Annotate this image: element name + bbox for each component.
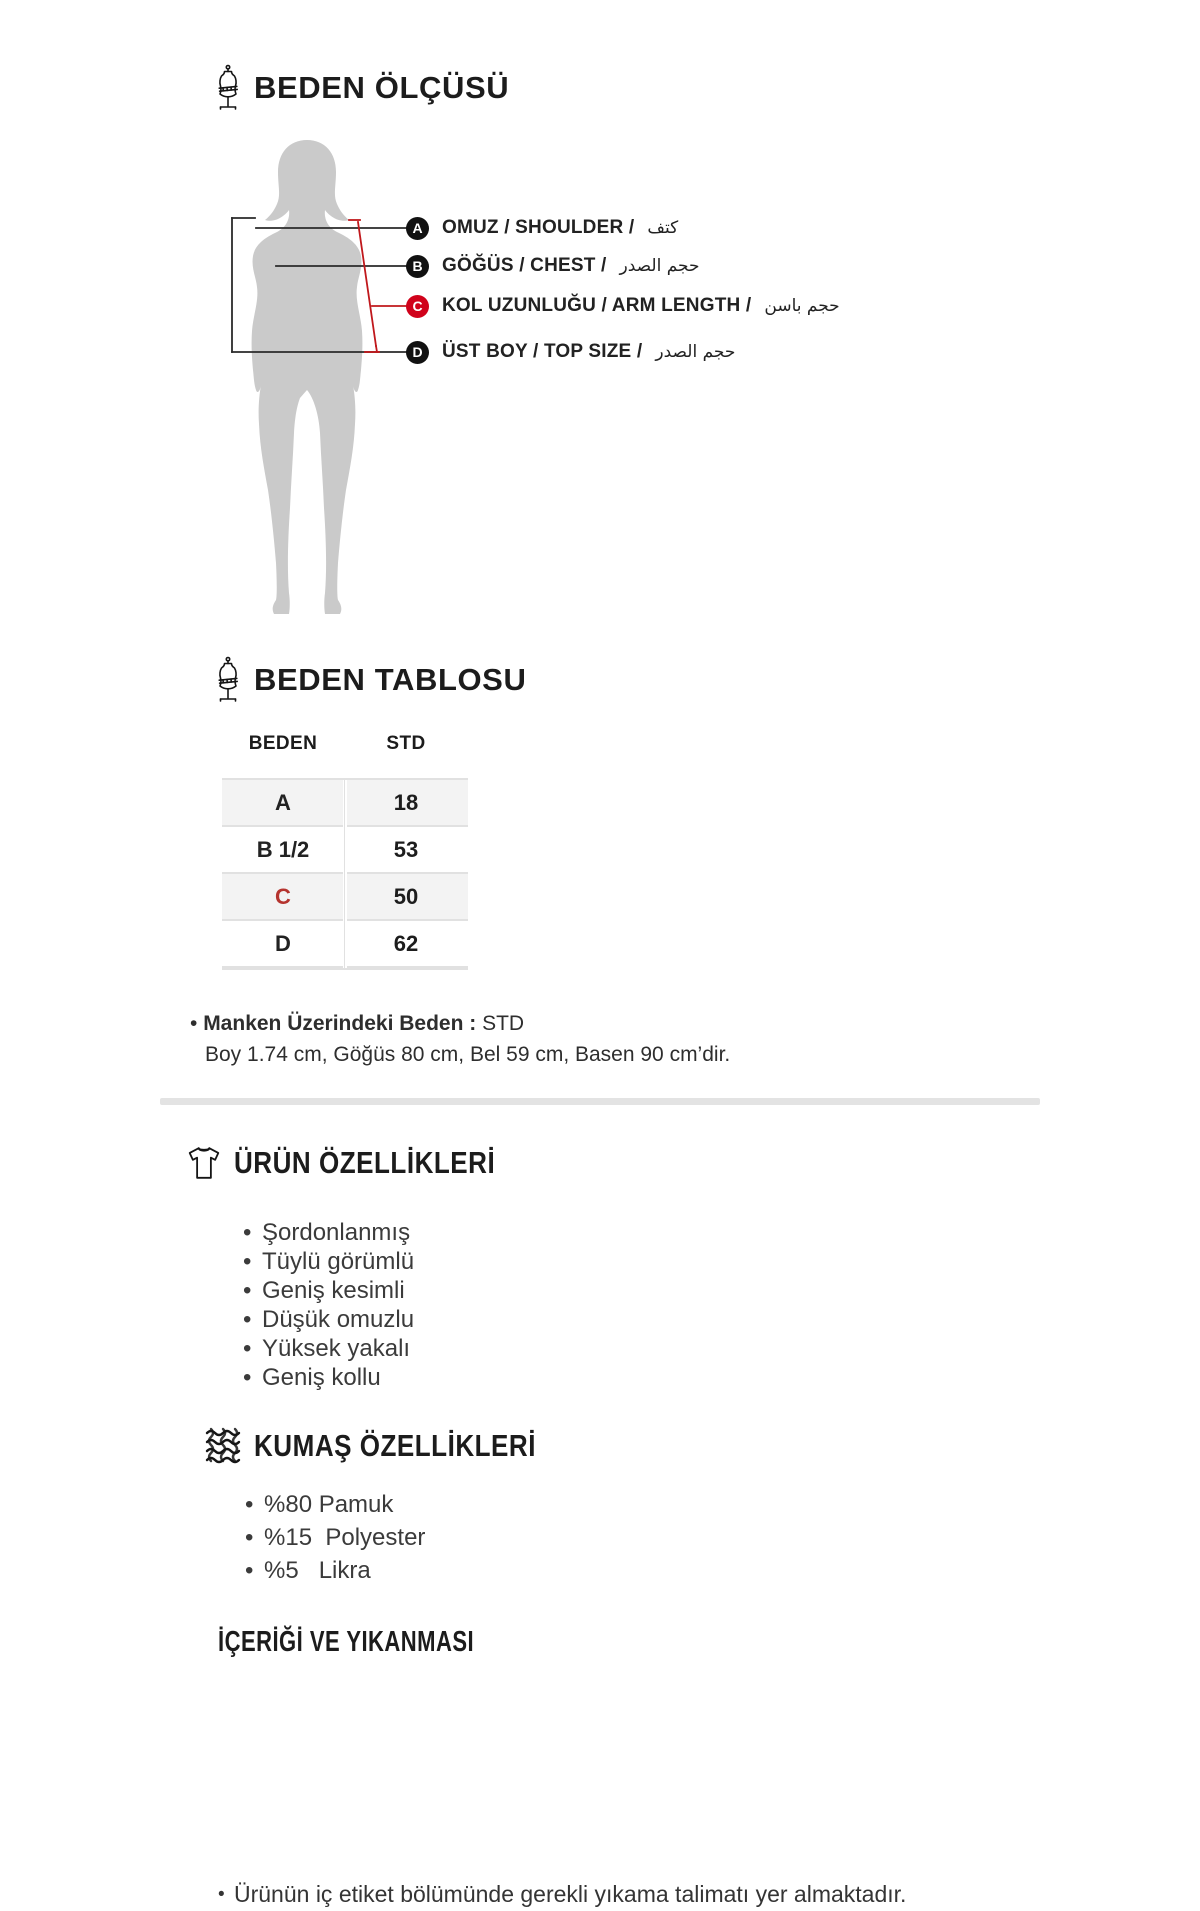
feature-item: • Tüylü görümlü <box>243 1247 414 1276</box>
row-label: B 1/2 <box>222 837 344 863</box>
measure-label-shoulder: OMUZ / SHOULDER / <box>442 217 634 239</box>
care-note: • Ürünün iç etiket bölümünde gerekli yıkama talimatı yer almaktadır. <box>218 1878 934 1910</box>
model-size-value: STD <box>482 1012 524 1035</box>
care-header <box>218 1626 555 1659</box>
section-title-product-features: ÜRÜN ÖZELLİKLERİ <box>234 1145 495 1181</box>
measure-row-top-size <box>406 339 735 365</box>
fabric-weave-icon <box>204 1426 242 1466</box>
mannequin-icon <box>214 656 242 704</box>
size-guide-header <box>214 64 509 112</box>
row-value: 53 <box>344 837 468 863</box>
measure-label-chest: GÖĞÜS / CHEST / <box>442 255 607 277</box>
row-label: C <box>222 884 344 910</box>
section-divider <box>160 1098 1040 1105</box>
measure-label-top-size: ÜST BOY / TOP SIZE / <box>442 341 642 363</box>
model-size-line: • Manken Üzerindeki Beden : STD <box>190 1008 730 1039</box>
badge-c: C <box>406 295 429 318</box>
badge-b: B <box>406 255 429 278</box>
size-table-header <box>214 656 526 704</box>
section-title-size-guide: BEDEN ÖLÇÜSÜ <box>254 70 509 106</box>
row-label: A <box>222 790 344 816</box>
badge-a: A <box>406 217 429 240</box>
model-size-info <box>190 1008 730 1070</box>
measure-label-top-size-arabic: حجم الصدر <box>655 342 735 362</box>
fabric-features-header <box>204 1426 590 1466</box>
row-value: 18 <box>344 790 468 816</box>
table-column-divider <box>343 780 347 968</box>
model-size-label: Manken Üzerindeki Beden : <box>203 1012 476 1035</box>
size-table-head <box>222 733 468 755</box>
measure-label-chest-arabic: حجم الصدر <box>620 256 700 276</box>
size-table <box>222 778 468 970</box>
row-value: 62 <box>344 931 468 957</box>
measure-label-shoulder-arabic: كتف <box>647 218 678 238</box>
measure-label-arm-length: KOL UZUNLUĞU / ARM LENGTH / <box>442 295 751 317</box>
feature-item: • Geniş kesimli <box>243 1276 414 1305</box>
tshirt-icon <box>186 1144 222 1182</box>
model-measurements: Boy 1.74 cm, Göğüs 80 cm, Bel 59 cm, Basen 90 cm’dir. <box>190 1039 730 1070</box>
row-value: 50 <box>344 884 468 910</box>
mannequin-icon <box>214 64 242 112</box>
feature-item: • Geniş kollu <box>243 1363 414 1392</box>
product-features-list <box>243 1218 414 1392</box>
section-title-care: İÇERİĞİ VE YIKANMASI <box>218 1626 474 1659</box>
feature-item: • Şordonlanmış <box>243 1218 414 1247</box>
feature-item: • Yüksek yakalı <box>243 1334 414 1363</box>
fabric-item: • %15 Polyester <box>245 1521 425 1554</box>
product-features-header <box>186 1144 545 1182</box>
column-header-beden: BEDEN <box>222 733 344 755</box>
badge-d: D <box>406 341 429 364</box>
section-title-size-table: BEDEN TABLOSU <box>254 662 526 698</box>
row-label: D <box>222 931 344 957</box>
column-header-std: STD <box>344 733 468 755</box>
measure-row-chest <box>406 253 700 279</box>
measurement-lines <box>200 206 412 366</box>
fabric-item: • %5 Likra <box>245 1554 425 1587</box>
measure-row-shoulder <box>406 215 678 241</box>
measure-row-arm-length <box>406 293 840 319</box>
fabric-item: • %80 Pamuk <box>245 1488 425 1521</box>
fabric-features-list <box>245 1488 425 1587</box>
measure-label-arm-length-arabic: حجم باسن <box>764 296 839 316</box>
feature-item: • Düşük omuzlu <box>243 1305 414 1334</box>
section-title-fabric-features: KUMAŞ ÖZELLİKLERİ <box>254 1428 536 1464</box>
